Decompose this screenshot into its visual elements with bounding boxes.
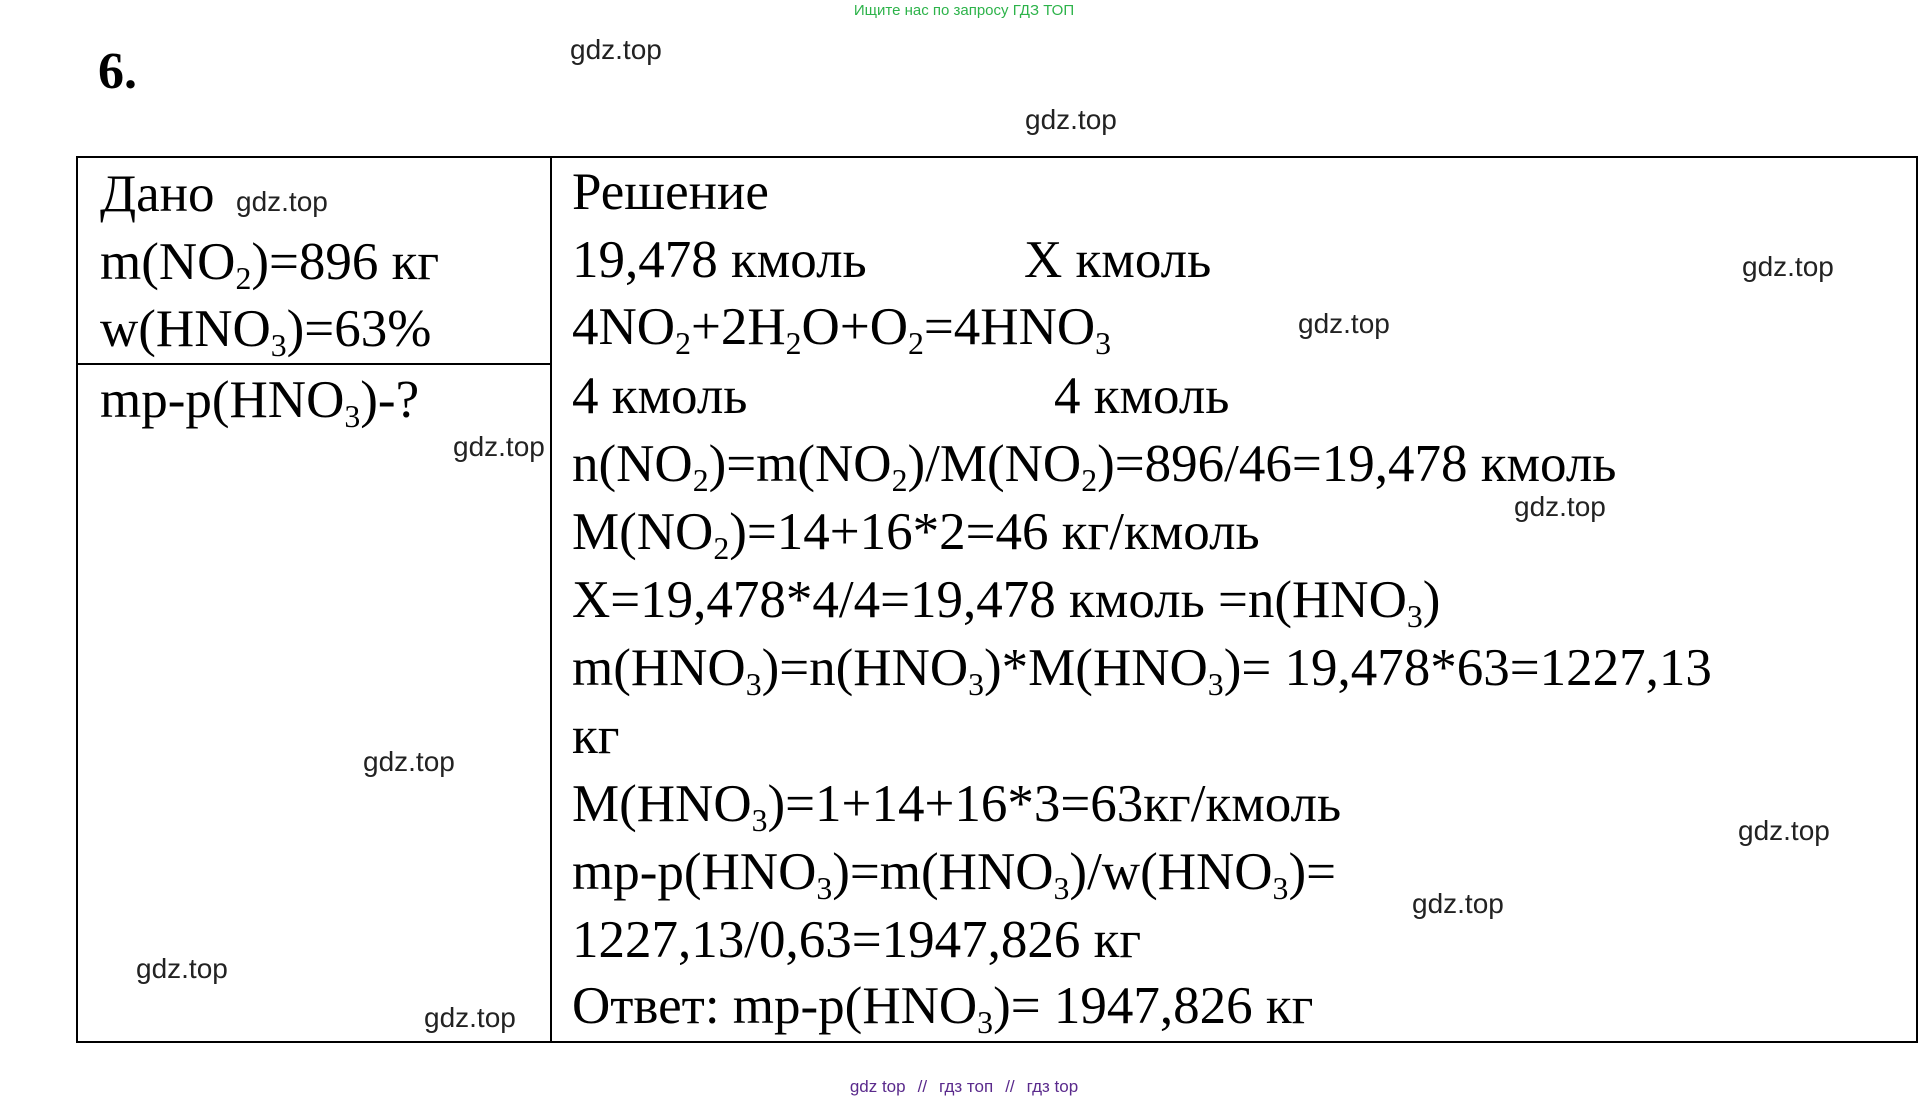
watermark: gdz.top (236, 186, 328, 217)
watermark: gdz.top (1514, 491, 1606, 522)
solution-title: Решение (572, 163, 769, 221)
column-divider (550, 158, 552, 1041)
given-fraction: $w(HNO_3)=63\%$ (100, 300, 432, 364)
reaction-bottom-left: 4 кмоль (572, 367, 748, 425)
molar-mass-no2-line: $M(NO_2)=14+16*2=46$ кг/кмоль (572, 503, 1260, 567)
footer-separator: // (917, 1077, 928, 1096)
watermark: gdz.top (1298, 308, 1390, 339)
footer-link[interactable]: гдз top (1026, 1077, 1079, 1096)
footer-separator: // (1005, 1077, 1015, 1096)
footer-link[interactable]: gdz top (849, 1077, 906, 1096)
given-find-divider (78, 363, 550, 365)
x-line: X=19,478*4/4=19,478 кмоль $=n(HNO_3)$ (572, 571, 1441, 635)
mass-hno3-unit: кг (572, 707, 620, 765)
watermark: gdz.top (363, 746, 455, 777)
reaction-bottom-right: 4 кмоль (1054, 367, 1230, 425)
watermark: gdz.top (1738, 815, 1830, 846)
given-title: Дано (100, 165, 215, 223)
watermark: gdz.top (570, 34, 662, 65)
watermark: gdz.top (453, 431, 545, 462)
watermark: gdz.top (1412, 888, 1504, 919)
watermark: gdz.top (136, 953, 228, 984)
reaction-top-right: X кмоль (1024, 231, 1212, 289)
watermark: gdz.top (1025, 104, 1117, 135)
watermark: gdz.top (1742, 251, 1834, 282)
molar-mass-hno3-line: $M(HNO_3)=1+14+16*3=63кг$/кмоль (572, 775, 1342, 839)
reaction-equation: $4NO_2+2H_2O+O_2=4HNO_3$ (572, 298, 1112, 362)
solution-mass-calc: 1227,13/0,63=1947,826 кг (572, 911, 1142, 969)
footer-link[interactable]: гдз топ (939, 1077, 994, 1096)
footer-links (0, 1077, 1928, 1097)
solution-mass-formula: $mр-р(HNO_3)=m(HNO_3)/w(HNO_3)=$ (572, 843, 1336, 907)
task-number: 6. (98, 43, 137, 100)
watermark: gdz.top (424, 1002, 516, 1033)
answer-line: Ответ: $mр-р(HNO_3)= 1947,826$ кг (572, 977, 1314, 1041)
find-quantity: $mр-р(HNO_3)-$? (100, 371, 420, 435)
given-mass: $m(NO_2)=896$ кг (100, 233, 440, 297)
reaction-top-left: 19,478 кмоль (572, 231, 867, 289)
top-promo-text: Ищите нас по запросу ГДЗ ТОП (853, 2, 1075, 19)
moles-no2-line: $n(NO_2)=m(NO_2)/M(NO_2)=896/46=19,478$ кмоль (572, 435, 1617, 499)
solution-table (76, 156, 1918, 1043)
mass-hno3-line: $m(HNO_3)=n(HNO_3)*M(HNO_3)= 19,478*63=1227,13$ (572, 639, 1712, 703)
